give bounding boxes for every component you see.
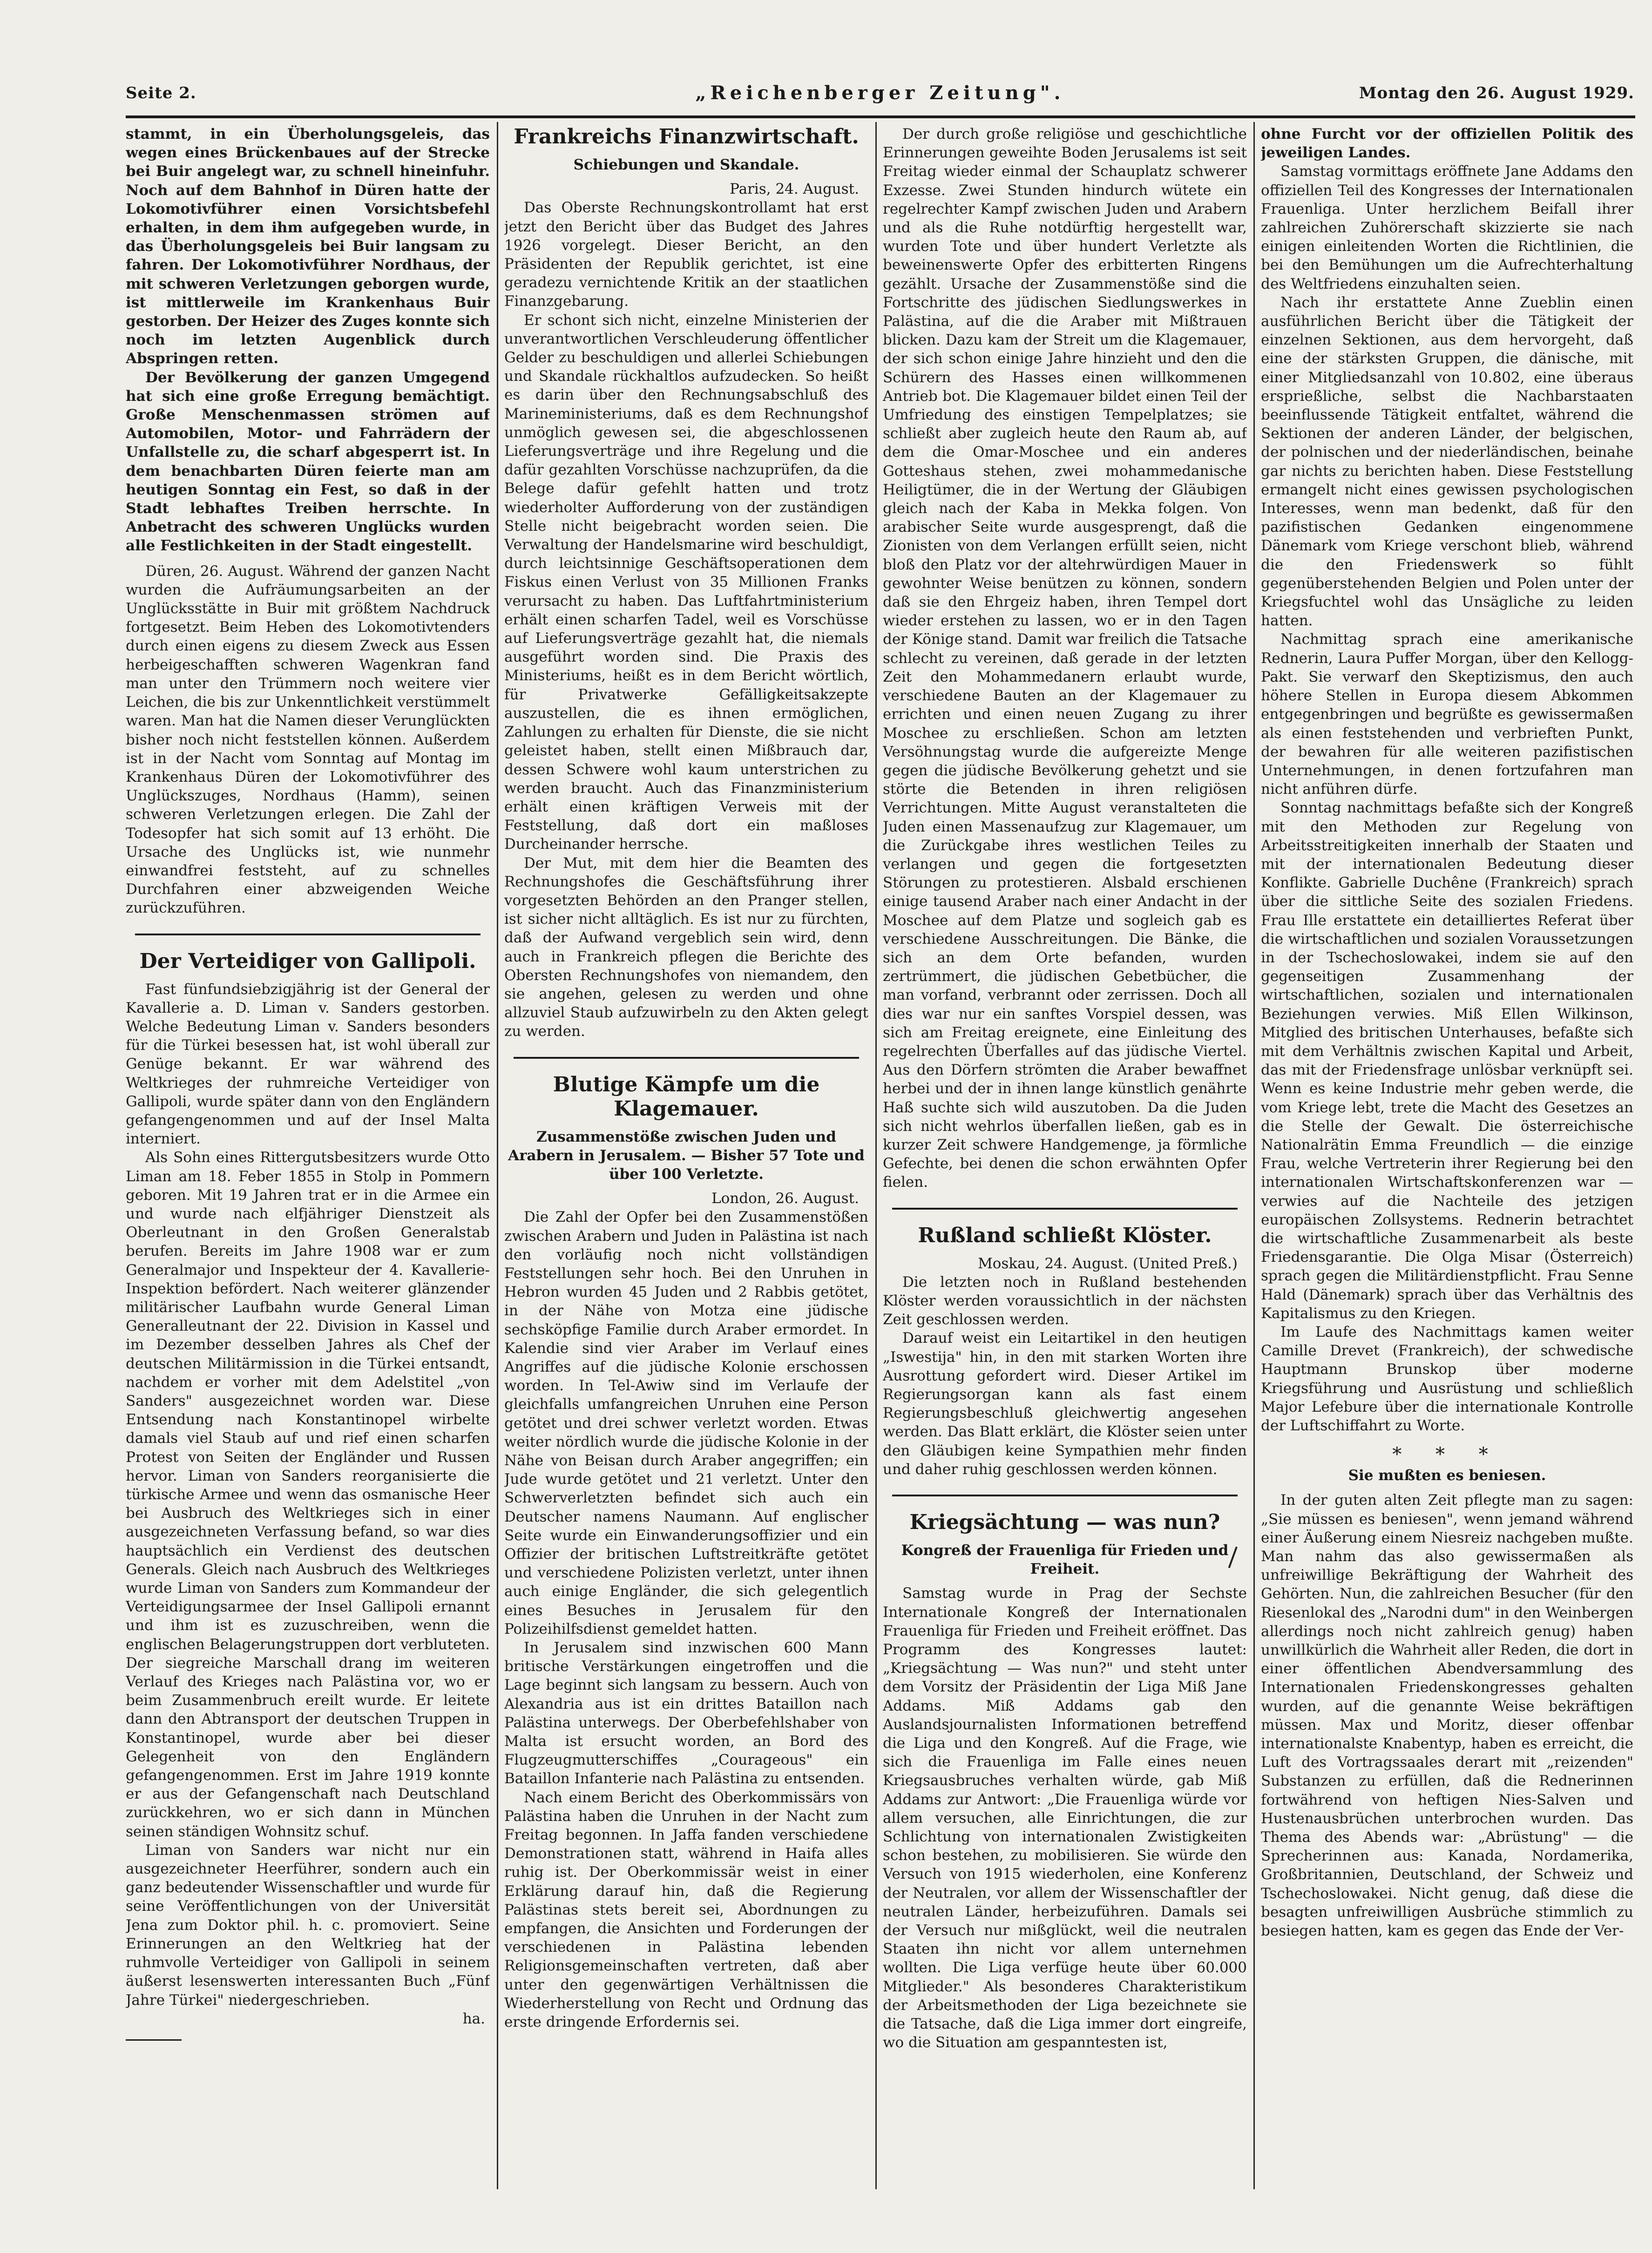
article-paragraph: Samstag vormittags eröffnete Jane Addams den offiziellen Teil des Kongresses der Internationalen Frauenliga. Unter herzlichem Beifall ihrer zahlreichen Zuhörerschaft skizzierte sie nach einigen einleitenden Worten die Richtlinien, die bei den Bemühungen um die Aufrechterhaltung des Weltfriedens einzuhalten seien. (1261, 163, 1633, 292)
column-rule (875, 122, 877, 2189)
article-paragraph: Darauf weist ein Leitartikel in den heutigen „Iswestija" hin, in den mit starken Worten ihre Ausrottung gefordert wird. Dieser Artikel im Regierungsorgan kann als fast einem Regierungsbeschluß gleichwertig angesehen werden. Das Blatt erklärt, die Klöster seien unter den Gläubigen keine Sympathien mehr finden und daher ruhig geschlossen werden können. (883, 1330, 1247, 1478)
section-stars: * * * (1392, 1444, 1502, 1466)
article-paragraph: Die Zahl der Opfer bei den Zusammenstößen zwischen Arabern und Juden in Palästina ist nach den vorläufig noch nicht vollständigen Feststellungen sehr hoch. Bei den Unruhen in Hebron wurden 45 Juden und 2 Rabbis getötet, in der Nähe von Motza eine jüdische sechsköpfige Familie durch Araber ermordet. In Kalendie sind vier Araber im Verlauf eines Angriffes auf die jüdische Kolonie erschossen worden. In Tel-Awiw sind im Verlaufe der gleichfalls umfangreichen Unruhen eine Person getötet und drei schwer verletzt worden. Etwas weiter nördlich wurde die jüdische Kolonie in der Nähe von Beisan durch Araber angegriffen; ein Jude wurde getötet und 21 verletzt. Unter den Schwerverletzten befindet sich auch ein Deutscher namens Naumann. Auf englischer Seite wurde ein Einwanderungsoffizier und ein Offizier der britischen Luftstreitkräfte getötet und verschiedene Polizisten verletzt, unter ihnen auch einige Engländer, die sich gelegentlich eines Besuches in Jerusalem für den Polizeihilfsdienst gemeldet hatten. (504, 1209, 868, 1637)
article-paragraph: Nach ihr erstattete Anne Zueblin einen ausführlichen Bericht über die Tätigkeit der einzelnen Sektionen, aus dem hervorgeht, daß eine der stärksten Gruppen, die dänische, mit einer Mitgliedsanzahl von 10.802, eine überaus ersprießliche, selbst die Nachbarstaaten beeinflussende Tätigkeit entfaltet, während die Sektionen der anderen Länder, der belgischen, der polnischen und der niederländischen, beinahe gar nichts zu berichten haben. Diese Feststellung ermangelt nicht eines gewissen psychologischen Interesses, wenn man bedenkt, daß für den pazifistischen Gedanken eingenommene Dänemark vom Kriege verschont blieb, während die den Friedenswerk so fühlt gegenüberstehenden Belgien und Polen unter der Kriegsfuchtel wohl das Unsägliche zu leiden hatten. (1261, 294, 1633, 629)
article-paragraph: Nachmittag sprach eine amerikanische Rednerin, Laura Puffer Morgan, über den Kellogg-Pakt. Sie verwarf den Skeptizismus, den auch höhere Stellen in Europa diesem Abkommen entgegenbringen und begrüßte es gewissermaßen als einen feststehenden und verbrieften Punkt, der bewahren für alle weiteren pazifistischen Unternehmungen, in denen fortzufahren man nicht anführen dürfe. (1261, 631, 1633, 798)
page-header (126, 79, 1634, 112)
article-paragraph: Fast fünfundsiebzigjährig ist der General der Kavallerie a. D. Liman v. Sanders gestorben. Welche Bedeutung Liman v. Sanders besonders für die Türkei besessen hat, ist wohl überall zur Genüge bekannt. Er war während des Weltkrieges der ruhmreiche Verteidiger von Gallipoli, wurde später dann von den Engländern gefangengenommen und auf der Insel Malta interniert. (126, 981, 490, 1148)
article-paragraph: Das Oberste Rechnungskontrollamt hat erst jetzt den Bericht über das Budget des Jahres 1926 vorgelegt. Dieser Bericht, an den Präsidenten der Republik gerichtet, ist eine geradezu vernichtende Kritik an der staatlichen Finanzgebarung. (504, 199, 868, 310)
headline-beniesen: Sie mußten es beniesen. (1348, 1467, 1546, 1484)
article-paragraph: Der Bevölkerung der ganzen Umgegend hat sich eine große Erregung bemächtigt. Große Menschenmassen strömen auf Automobilen, Motor- und Fahrrädern der Unfallstelle zu, die scharf abgesperrt ist. In dem benachbarten Düren feierte man am heutigen Sonntag ein Fest, so daß in der Stadt lebhaftes Treiben herrschte. In Anbetracht des schweren Unglücks wurden alle Festlichkeiten in der Stadt eingestellt. (126, 369, 490, 555)
article-paragraph: Im Laufe des Nachmittags kamen weiter Camille Drevet (Frankreich), der schwedische Hauptmann Brunskop über moderne Kriegsführung und Ausrüstung und schließlich Major Lefebure über die internationale Kontrolle der Luftschiffahrt zu Worte. (1261, 1324, 1633, 1434)
article-paragraph: Sonntag nachmittags befaßte sich der Kongreß mit den Methoden zur Regelung von Arbeitsstreitigkeiten innerhalb der Staaten und mit der internationalen Bedeutung dieser Konflikte. Gabrielle Duchêne (Frankreich) sprach über die sittliche Seite des sozialen Friedens. Frau Ille erstattete ein detailliertes Referat über die wirtschaftlichen und sozialen Voraussetzungen in der Tschechoslowakei, indem sie auf den gegenseitigen Zusammenhang der wirtschaftlichen, sozialen und internationalen Beziehungen verwies. Miß Ellen Wilkinson, Mitglied des britischen Unterhauses, befaßte sich mit dem Verhältnis zwischen Kapital und Arbeit, das mit der Friedensfrage unlösbar verknüpft sei. Wenn es keine Industrie mehr geben werde, die vom Kriege lebt, trete die Macht des Gesetzes an die Stelle der Gewalt. Die österreichische Nationalrätin Emma Freundlich — die einzige Frau, welche Vertreterin ihrer Regierung bei den internationalen Wirtschaftskonferenzen war — verwies auf die Nachteile des jetzigen europäischen Zollsystems. Rednerin betrachtet die wirtschaftliche Zusammenarbeit als beste Friedensgarantie. Die Olga Misar (Österreich) sprach gegen die Militärdienstpflicht. Frau Senne Hald (Dänemark) sprach über das Verhältnis des Kapitalismus zu den Kriegen. (1261, 799, 1633, 1322)
subheadline: Kongreß der Frauenliga für Frieden und Freiheit. (901, 1542, 1229, 1578)
article-paragraph: Liman von Sanders war nicht nur ein ausgezeichneter Heerführer, sondern auch ein ganz bedeutender Wissenschaftler und wurde für seine Veröffentlichungen von der Universität Jena zum Doktor phil. h. c. promoviert. Seine Erinnerungen an den Weltkrieg hat der ruhmvolle Verteidiger von Gallipoli in seinem äußerst lesenswerten interessanten Buch „Fünf Jahre Türkei" niedergeschrieben. (126, 1841, 490, 2009)
article-separator (892, 1495, 1238, 1496)
dateline: Moskau, 24. August. (United Preß.) (978, 1255, 1238, 1272)
author-signature: ha. (462, 2010, 485, 2027)
article-paragraph: Die letzten noch in Rußland bestehenden Klöster werden voraussichtlich in der nächsten Zeit geschlossen werden. (883, 1273, 1247, 1328)
article-paragraph: Der Mut, mit dem hier die Beamten des Rechnungshofes die Geschäftsführung ihrer vorgesetzten Behörden an den Pranger stellen, ist sicher nicht alltäglich. Es ist nur zu fürchten, daß der Aufwand vergeblich sein wird, denn auch in Frankreich pflegen die Berichte des Obersten Rechnungshofes von niemandem, den sie angehen, gelesen zu werden und ohne allzuviel Staub aufzuwirbeln zu den Akten gelegt zu werden. (504, 854, 868, 1040)
headline-finanzwirtschaft: Frankreichs Finanzwirtschaft. (514, 125, 859, 149)
dateline: Paris, 24. August. (730, 181, 859, 198)
article-paragraph: Als Sohn eines Rittergutsbesitzers wurde Otto Liman am 18. Feber 1855 in Stolp in Pommern geboren. Mit 19 Jahren trat er in die Armee ein und wurde nach elfjähriger Dienstzeit als Oberleutnant in den Großen Generalstab berufen. Bereits im Jahre 1908 war er zum Generalmajor und Inspekteur der 4. Kavallerie-Inspektion befördert. Nach weiterer glänzender militärischer Laufbahn wurde General Liman Generalleutnant der 22. Division in Kassel und im Dezember desselben Jahres als Chef der deutschen Militärmission in die Türkei entsandt, nachdem er vorher mit dem Adelstitel „von Sanders" ausgezeichnet worden war. Diese Entsendung nach Konstantinopel wirbelte damals viel Staub auf und rief einen scharfen Protest von Seiten der Engländer und Russen hervor. Liman von Sanders reorganisierte die türkische Armee und wenn das osmanische Heer bei Ausbruch des Weltkrieges sich in einer ausgezeichneten Verfassung befand, so war dies hauptsächlich ein Verdienst des deutschen Generals. Gleich nach Ausbruch des Weltkrieges wurde Liman von Sanders zum Kommandeur der Verteidigungsarmee der Insel Gallipoli ernannt und ihm ist es zuzuschreiben, wenn die englischen Belagerungstruppen dort verbluteten. Der siegreiche Marschall drang im weiteren Verlauf des Krieges nach Palästina vor, wo er beim Zusammenbruch ereilt wurde. Er leitete dann den Abtransport der deutschen Truppen in Konstantinopel, wurde aber bei dieser Gelegenheit von den Engländern gefangengenommen. Erst im Jahre 1919 konnte er aus der Gefangenschaft nach Deutschland zurückkehren, wo er sich dann in München seinen ständigen Wohnsitz schuf. (126, 1149, 490, 1840)
article-paragraph: Düren, 26. August. Während der ganzen Nacht wurden die Aufräumungsarbeiten an der Unglücksstätte in Buir mit größtem Nachdruck fortgesetzt. Beim Heben des Lokomotivtenders durch einen eigens zu diesem Zweck aus Essen herbeigeschafften schweren Wagenkran fand man unter den Trümmern noch weitere vier Leichen, die bis zur Unkenntlichkeit verstümmelt waren. Man hat die Namen dieser Verunglückten bisher noch nicht feststellen können. Außerdem ist in der Nacht vom Sonntag auf Montag im Krankenhaus Düren der Lokomotivführer des Unglückszuges, Nordhaus (Hamm), seinen schweren Verletzungen erlegen. Die Zahl der Todesopfer hat sich somit auf 13 erhöht. Die Ursache des Unglücks ist, wie nunmehr einwandfrei feststeht, auf zu schnelles Durchfahren einer abzweigenden Weiche zurückzuführen. (126, 562, 490, 917)
article-paragraph: stammt, in ein Überholungsgeleis, das wegen eines Brückenbaues auf der Strecke bei Buir angelegt war, zu schnell hineinfuhr. Noch auf dem Bahnhof in Düren hatte der Lokomotivführer einen Vorsichtsbefehl erhalten, in dem ihm aufgegeben wurde, in das Überholungsgeleis bei Buir langsam zu fahren. Der Lokomotivführer Nordhaus, der mit schweren Verletzungen geborgen wurde, ist mittlerweile im Krankenhaus Buir gestorben. Der Heizer des Zuges konnte sich noch im letzten Augenblick durch Abspringen retten. (126, 126, 490, 367)
headline-kriegsaechtung: Kriegsächtung — was nun? (909, 1510, 1220, 1535)
article-paragraph: Samstag wurde in Prag der Sechste Internationale Kongreß der Internationalen Frauenliga für Frieden und Freiheit eröffnet. Das Programm des Kongresses lautet: „Kriegsächtung — Was nun?" und steht unter dem Vorsitz der Präsidentin der Liga Miß Jane Addams. Miß Addams gab den Auslandsjournalisten Informationen betreffend die Liga und den Kongreß. Auf die Frage, wie sich die Frauenliga im Falle eines neuen Kriegsausbruches verhalten würde, gab Miß Addams zur Antwort: „Die Frauenliga würde vor allem versuchen, alle Einrichtungen, die zur Schlichtung von internationalen Zwistigkeiten schon bestehen, zu mobilisieren. Sie würde den Versuch von 1915 wiederholen, eine Konferenz der Neutralen, vor allem der Wissenschaftler der neutralen Länder, herbeizuführen. Damals sei der Versuch nur mißglückt, weil die neutralen Staaten ihn nicht vor allem unternehmen wollten. Die Liga verfüge heute über 60.000 Mitglieder." Als besonderes Charakteristikum der Arbeitsmethoden der Liga bezeichnete sie die Tatsache, daß die Liga immer dort eingreife, wo die Situation am gespanntesten ist, (883, 1585, 1247, 2051)
article-paragraph: Er schont sich nicht, einzelne Ministerien der unverantwortlichen Verschleuderung öffentlicher Gelder zu beschuldigen und allerlei Schiebungen und Skandale rückhaltlos aufzudecken. So heißt es darin über den Rechnungsabschluß des Marineministeriums, daß es dem Rechnungshof unmöglich gewesen sei, die abgeschlossenen Lieferungsverträge und ihre Regelung und die dafür gezahlten Vorschüsse nachzuprüfen, da die Belege dafür gefehlt hatten und trotz wiederholter Aufforderung von der zuständigen Stelle nicht beigebracht worden seien. Die Verwaltung der Handelsmarine wird beschuldigt, durch leichtsinnige Geschäftsoperationen dem Fiskus einen Verlust von 35 Millionen Franks verursacht zu haben. Das Luftfahrtministerium erhält einen scharfen Tadel, weil es Vorschüsse auf Lieferungsverträge gezahlt hat, die niemals ausgeführt worden sind. Die Praxis des Ministeriums, heißt es in dem Bericht wörtlich, für Privatwerke Gefälligkeitsakzepte auszustellen, die es ihnen ermöglichen, Zahlungen zu erhalten für Dienste, die sie nicht geleistet haben, stellt einen Mißbrauch dar, dessen Schwere wohl kaum unterstrichen zu werden braucht. Auch das Finanzministerium erhält einen kräftigen Verweis mit der Feststellung, daß dort ein maßloses Durcheinander herrsche. (504, 311, 868, 853)
article-paragraph: Nach einem Bericht des Oberkommissärs von Palästina haben die Unruhen in der Nacht zum Freitag begonnen. In Jaffa fanden verschiedene Demonstrationen statt, während in Haifa alles ruhig ist. Der Oberkommissär weist in einer Erklärung darauf hin, daß die Regierung Palästinas stets bereit sei, Abordnungen zu empfangen, die Ansichten und Forderungen der verschiedenen in Palästina lebenden Religionsgemeinschaften vertreten, daß aber unter den gegenwärtigen Verhältnissen die Wiederherstellung von Recht und Ordnung das erste dringende Erfordernis sei. (504, 1789, 868, 2031)
article-separator (892, 1208, 1238, 1210)
article-paragraph: Der durch große religiöse und geschichtliche Erinnerungen geweihte Boden Jerusalems ist seit Freitag wieder einmal der Schauplatz schwerer Exzesse. Zwei Stunden hindurch wütete ein regelrechter Kampf zwischen Juden und Arabern und als die Ruhe notdürftig hergestellt war, wurden Tote und über hundert Verletzte als beweinenswerte Opfer des erbitterten Ringens gezählt. Ursache der Zusammenstöße sind die Fortschritte des jüdischen Siedlungswerkes in Palästina, auf die die Araber mit Mißtrauen blicken. Dazu kam der Streit um die Klagemauer, der sich schon einige Jahre hinzieht und den die Schürern des Hasses einen willkommenen Antrieb bot. Die Klagemauer bildet einen Teil der Umfriedung des einstigen Tempelplatzes; sie schließt aber zugleich heute den Raum ab, auf dem die Omar-Moschee und ein anderes Gotteshaus stehen, zwei mohammedanische Heiligtümer, die in der Wertung der Gläubigen gleich nach der Kaba in Mekka folgen. Von arabischer Seite wurde ausgesprengt, daß die Zionisten von dem Verlangen erfüllt seien, nicht bloß den Platz vor der altehrwürdigen Mauer in gewohnter Weise benützen zu können, sondern daß sie den Ehrgeiz haben, ihren Tempel dort wieder erstehen zu lassen, wo er in den Tagen der Könige stand. Damit war freilich die Tatsache schlecht zu vereinen, daß gerade in der letzten Zeit den Mohammedanern erlaubt wurde, verschiedene Bauten an der Klagemauer zu errichten und einen neuen Zugang zu ihrer Moschee zu erschließen. Schon am letzten Versöhnungstag wurde die aufgereizte Menge gegen die jüdische Bevölkerung gehetzt und sie störte die Betenden in ihren religiösen Verrichtungen. Mitte August veranstalteten die Juden einen Massenaufzug zur Klagemauer, um die Zurückgabe ihres westlichen Teiles zu verlangen und gegen die fortgesetzten Störungen zu protestieren. Alsbald erschienen einige tausend Araber nach einer Andacht in der Moschee auf dem Platze und sogleich gab es verschiedene Ausschreitungen. Die Bänke, die sich an dem Orte befanden, wurden zertrümmert, die jüdischen Gebetbücher, die man vorfand, verbrannt oder zerrissen. Doch all dies war nur ein sanftes Vorspiel dessen, was sich am Freitag ereignete, eine Einleitung des regelrechten Überfalles auf das jüdische Viertel. Aus den Dörfern strömten die Araber bewaffnet herbei und der in ihnen lange künstlich genährte Haß suchte sich wild auszutoben. Da die Juden sich nicht wehrlos überfallen ließen, gab es in kurzer Zeit schwere Handgemenge, ja förmliche Gefechte, bei denen die schon erwähnten Opfer fielen. (883, 126, 1247, 1191)
issue-date: Montag den 26. August 1929. (1359, 84, 1634, 102)
subheadline: Zusammenstöße zwischen Juden und Arabern in Jerusalem. — Bisher 57 Tote und über 100 Verletzte. (508, 1128, 865, 1183)
column-4 (1261, 125, 1633, 2187)
dateline: London, 26. August. (711, 1190, 859, 1207)
page-number: Seite 2. (126, 84, 196, 102)
article-separator (135, 934, 481, 935)
column-rule (1253, 122, 1255, 2189)
headline-klagemauer: Blutige Kämpfe um die Klagemauer. (553, 1072, 820, 1121)
column-1 (126, 125, 490, 2187)
header-rule (126, 115, 1635, 118)
article-separator (514, 1057, 859, 1059)
newspaper-title: „Reichenberger Zeitung". (695, 82, 1065, 104)
headline-russland: Rußland schließt Klöster. (918, 1223, 1212, 1247)
article-paragraph: In Jerusalem sind inzwischen 600 Mann britische Verstärkungen eingetroffen und die Lage beginnt sich langsam zu bessern. Auch von Alexandria aus ist ein drittes Bataillon nach Palästina unterwegs. Der Oberbefehlshaber von Malta ist ersucht worden, an Bord des Flugzeugmutterschiffes „Courageous" ein Bataillon Infanterie nach Palästina zu entsenden. (504, 1639, 868, 1787)
subheadline: Schiebungen und Skandale. (573, 156, 799, 173)
end-rule (126, 2039, 182, 2041)
column-rule (497, 122, 498, 2189)
column-3 (883, 125, 1247, 2187)
article-paragraph: ohne Furcht vor der offiziellen Politik des jeweiligen Landes. (1261, 126, 1633, 162)
article-paragraph: In der guten alten Zeit pflegte man zu sagen: „Sie müssen es beniesen", wenn jemand während einer Äußerung einem Niesreiz nachgeben mußte. Man nahm das also gewissermaßen als unfreiwillige Bekräftigung der Wahrheit des Gehörten. Nun, die zahlreichen Besucher (für den Riesenlokal des „Narodni dum" in den Weinbergen allerdings noch nicht zahlreich genug) haben unwillkürlich die Wahrheit aller Reden, die dort in einer öffentlichen Abendversammlung des Internationalen Friedenskongresses gehalten wurden, auf die genannte Weise bekräftigen müssen. Max und Moritz, dieser offenbar internationalste Knabentyp, haben es erreicht, die Luft des Vortragssaales derart mit „reizenden" Substanzen zu erfüllen, daß die Rednerinnen fortwährend von heftigen Nies-Salven und Hustenausbrüchen unterbrochen wurden. Das Thema des Abends war: „Abrüstung" — die Sprecherinnen aus: Kanada, Nordamerika, Großbritannien, Deutschland, der Schweiz und Tschechoslowakei. Nicht genug, daß diese die besagten unfreiwilligen Ausbrüche stimmlich zu besiegen hatten, kam es gegen das Ende der Ver- (1261, 1492, 1633, 1940)
headline-gallipoli: Der Verteidiger von Gallipoli. (139, 949, 476, 973)
column-2 (504, 125, 868, 2187)
